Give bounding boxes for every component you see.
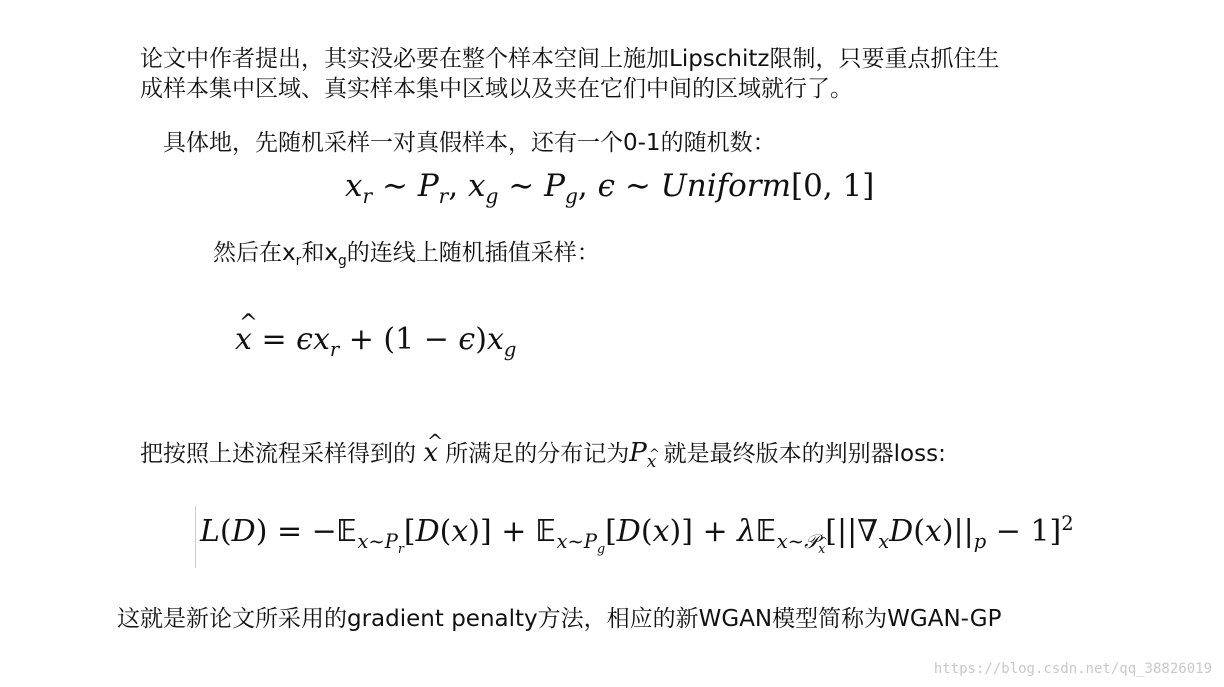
equation-sampling: $x_r$ ∼ $P_r$, $x_g$ ∼ $P_g$, ϵ ∼ Uniform[0, 1] [345, 168, 875, 209]
dist-suffix: 就是最终版本的判别器loss: [663, 441, 946, 467]
paragraph-conclusion: 这就是新论文所采用的gradient penalty方法，相应的新WGAN模型简称为WGAN-GP [117, 606, 1002, 632]
x-hat-symbol: ^ x [423, 438, 438, 468]
interp-prefix: 然后在x [213, 240, 296, 266]
equation-interpolation: ^ $x = \epsilon x_r + (1 - \epsilon)x_g$ [235, 322, 516, 361]
p-x-hat-symbol: P^ $_x$ [629, 438, 656, 468]
paragraph-sampling: 具体地，先随机采样一对真假样本，还有一个0-1的随机数： [163, 130, 776, 156]
paragraph-distribution [140, 438, 946, 476]
dist-prefix: 把按照上述流程采样得到的 [140, 441, 416, 467]
paragraph-line-2: 成样本集中区域、真实样本集中区域以及夹在它们中间的区域就行了。 [140, 76, 853, 102]
paragraph-interpolation [213, 238, 600, 276]
equation-loss: L(D) = −𝔼$_{x\sim P_r}$[D(x)] + 𝔼$_{x\sim P_g}$[D(x)] + $\lambda 𝔼_{x\sim 𝒫\^{} _x}[||\nabla_xD(x)||_p - 1]^2$ [200, 512, 1074, 556]
interp-suffix: 的连线上随机插值采样： [346, 240, 600, 266]
watermark: https://blog.csdn.net/qq_38826019 [933, 661, 1212, 677]
interp-sub-g: g [337, 252, 347, 269]
dist-mid: 所满足的分布记为 [445, 441, 630, 467]
interp-sub-r: r [295, 252, 302, 269]
equation-left-rule [195, 506, 196, 568]
paragraph-line-1: 论文中作者提出，其实没必要在整个样本空间上施加Lipschitz限制，只要重点抓住生 [140, 46, 1000, 72]
interp-mid: 和x [301, 240, 338, 266]
